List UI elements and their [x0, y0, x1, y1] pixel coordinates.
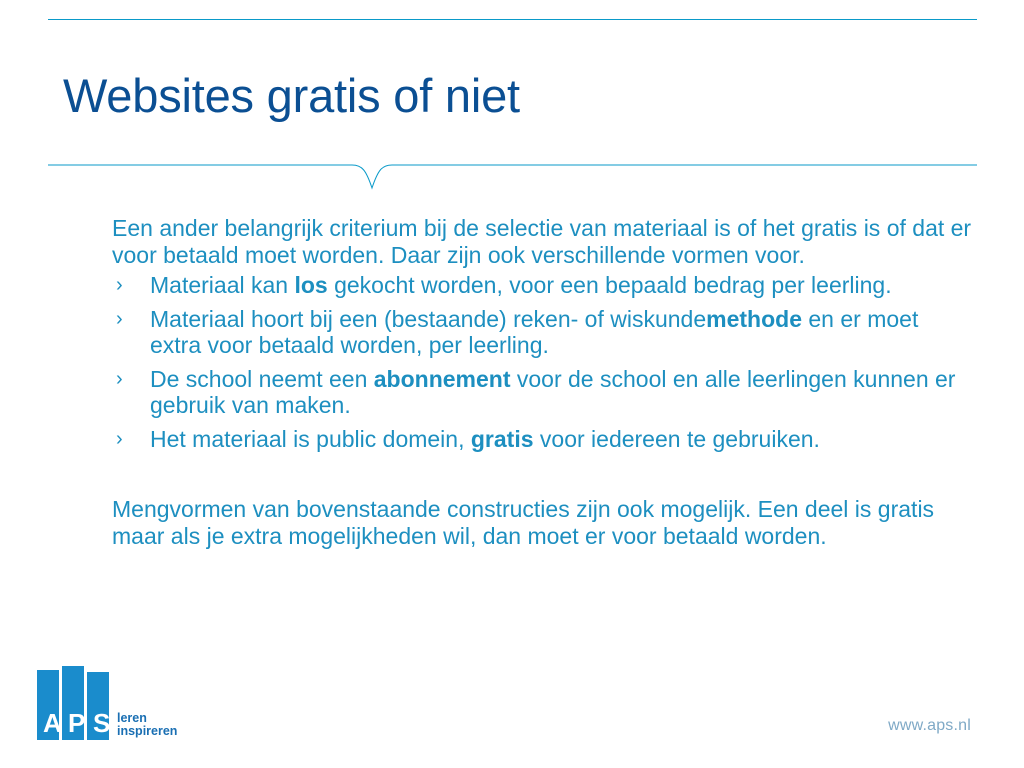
bullet-item — [112, 272, 972, 299]
chevron-right-icon: › — [116, 427, 123, 450]
svg-text:S: S — [93, 708, 111, 738]
bullet-text: Het materiaal is public domein, gratis voor iedereen te gebruiken. — [150, 425, 820, 452]
bullet-item — [112, 426, 972, 453]
chevron-right-icon: › — [116, 307, 123, 330]
top-rule — [48, 19, 977, 20]
bullet-keyword: gratis — [470, 425, 534, 452]
intro-paragraph: Een ander belangrijk criterium bij de selectie van materiaal is of het gratis is of dat er voor betaald moet worden. Daar zijn ook verschillende vormen voor. — [112, 215, 972, 268]
bullet-keyword: methode — [706, 305, 802, 332]
bullet-text: De school neemt een abonnement voor de school en alle leerlingen kunnen er gebruik van maken. — [150, 365, 956, 418]
slide-body — [112, 215, 972, 549]
chevron-right-icon: › — [116, 274, 123, 296]
aps-logo — [37, 666, 197, 740]
closing-paragraph: Mengvormen van bovenstaande constructies zijn ook mogelijk. Een deel is gratis maar als je extra mogelijkheden wil, dan moet er voor betaald worden. — [112, 496, 935, 549]
bullet-text: Materiaal kan los gekocht worden, voor een bepaald bedrag per leerling. — [150, 272, 892, 298]
bullet-list — [112, 272, 972, 452]
bullet-text: Materiaal hoort bij een (bestaande) reken- of wiskundemethode en er moet extra voor betaald worden, per leerling. — [150, 305, 919, 358]
logo-tagline: leren inspireren — [117, 711, 178, 738]
svg-text:P: P — [68, 708, 86, 738]
footer-url[interactable]: www.aps.nl — [888, 717, 971, 734]
svg-text:A: A — [43, 708, 62, 738]
bullet-keyword: abonnement — [373, 365, 511, 392]
bullet-item — [112, 366, 972, 419]
bullet-item — [112, 306, 972, 359]
aps-logo-mark — [37, 666, 117, 740]
chevron-right-icon: › — [116, 367, 123, 390]
bullet-keyword: los — [294, 272, 328, 298]
slide-title: Websites gratis of niet — [63, 69, 520, 122]
